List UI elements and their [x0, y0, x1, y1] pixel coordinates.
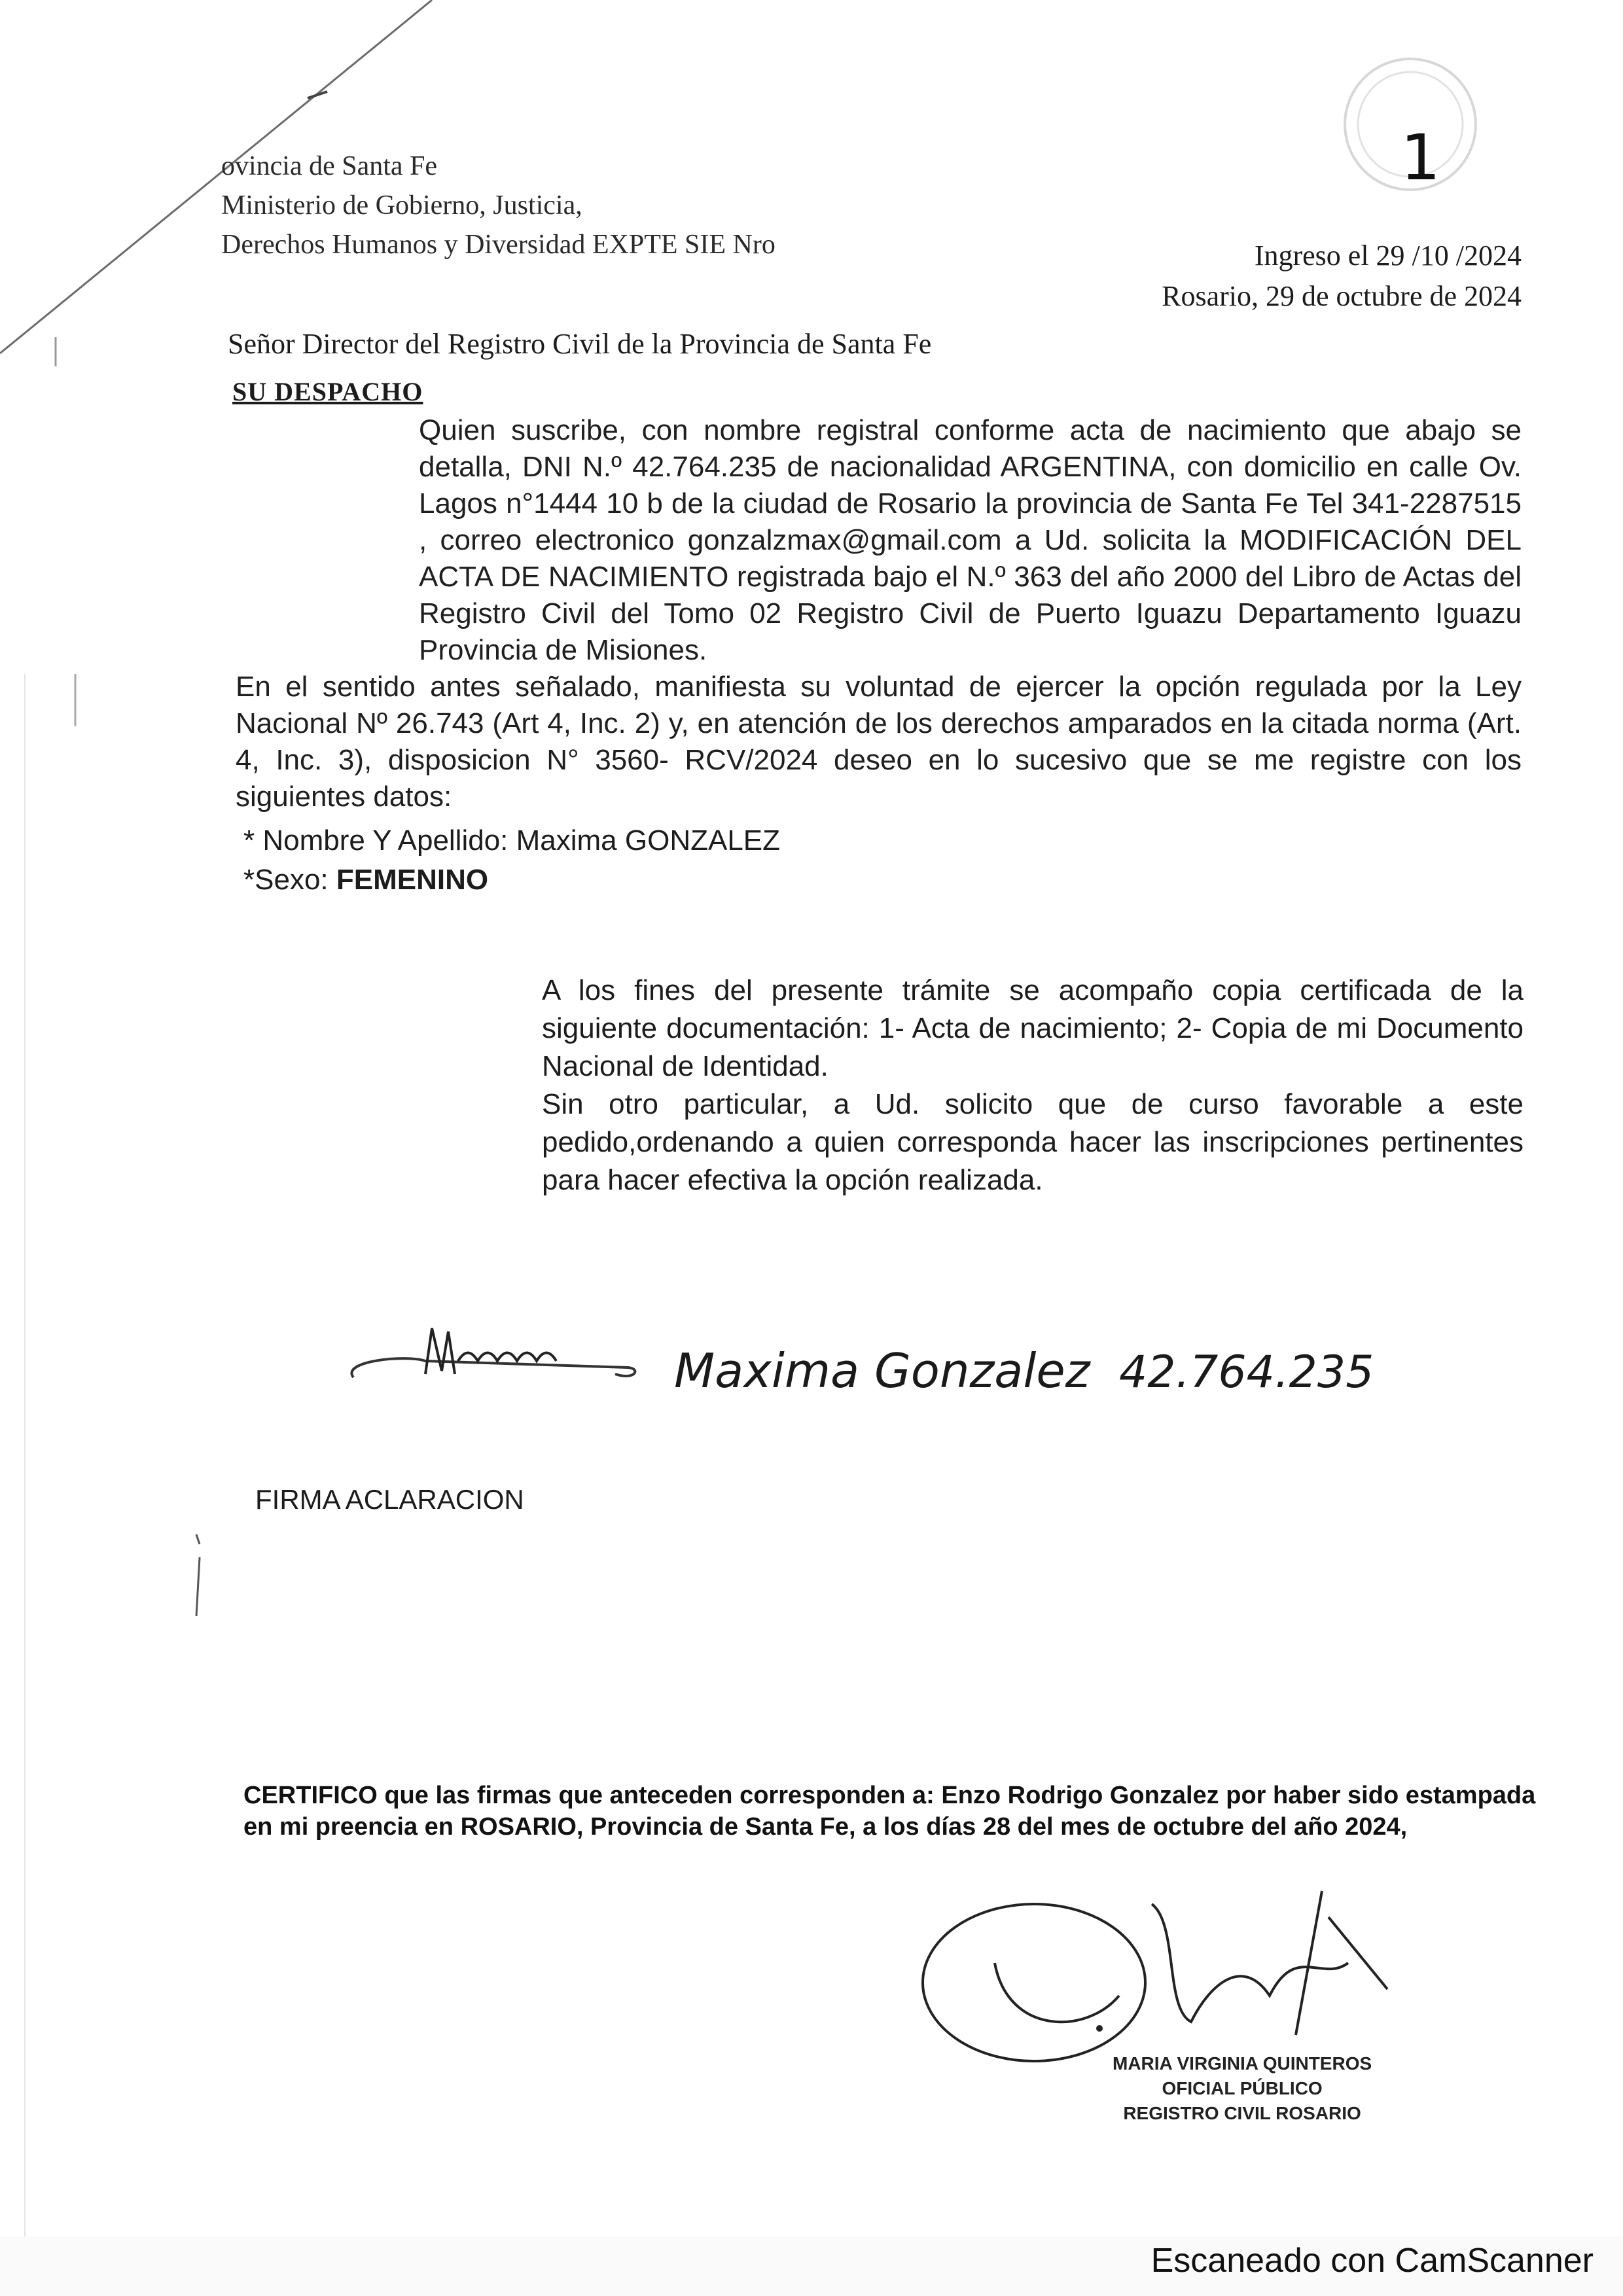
tramite-section [247, 972, 1524, 1199]
handwritten-dni-text: 42.764.235 [1119, 1347, 1374, 1398]
request-paragraph-2: En el sentido antes señalado, manifiesta su voluntad de ejercer la opción regulada por la Ley Nacional Nº 26.743 (Art 4, Inc. 2) y, en atención de los derechos amparados en la citada norma (Art. 4, Inc. 3), disposicion N° 3560- RCV/2024 deseo en lo sucesivo que se me registre con los siguientes datos: [236, 671, 1522, 813]
stamp-title: OFICIAL PÚBLICO [1162, 2078, 1323, 2098]
tramite-paragraph-2: Sin otro particular, a Ud. solicito que de curso favorable a este pedido,ordenando a quien corresponda hacer las inscripciones pertinentes para hacer efectiva la opción realizada. [542, 1088, 1524, 1196]
nombre-row [243, 821, 780, 860]
official-stamp [1113, 2051, 1372, 2126]
su-despacho-heading: SU DESPACHO [232, 377, 423, 406]
stamp-name: MARIA VIRGINIA QUINTEROS [1113, 2053, 1372, 2074]
addressee: Señor Director del Registro Civil de la Provincia de Santa Fe [228, 328, 932, 360]
page-number: 1 [1400, 121, 1441, 194]
sexo-row [243, 860, 780, 900]
requested-data [243, 821, 780, 900]
sexo-label: *Sexo: [243, 864, 336, 896]
letterhead-line-3: Derechos Humanos y Diversidad EXPTE SIE Nro [221, 230, 776, 260]
nombre-label: * Nombre Y Apellido: [243, 824, 516, 857]
official-signature [903, 1865, 1400, 2074]
letterhead-line-2: Ministerio de Gobierno, Justicia, [221, 190, 582, 221]
letterhead [221, 147, 776, 264]
sexo-value: FEMENINO [336, 864, 489, 896]
date-block [1162, 236, 1522, 317]
nombre-value: Maxima GONZALEZ [516, 824, 781, 857]
handwritten-name [674, 1328, 1090, 1407]
tramite-paragraph-1: A los fines del presente trámite se acompaño copia certificada de la siguiente documentación: 1- Acta de nacimiento; 2- Copia de mi Documento Nacional de Identidad. [542, 974, 1524, 1082]
applicant-signature [327, 1315, 668, 1407]
handwritten-name-text: Maxima Gonzalez [674, 1343, 1090, 1398]
request-paragraph-1: Quien suscribe, con nombre registral conforme acta de nacimiento que abajo se detalla, DNI N.º 42.764.235 de nacionalidad ARGENTINA, con domicilio en calle Ov. Lagos n°1444 10 b de la ciudad de Rosario la provincia de Santa Fe Tel 341-2287515 , correo electronico gonzalzmax@gmail.com a Ud. solicita la MODIFICACIÓN DEL ACTA DE NACIMIENTO registrada bajo el N.º 363 del año 2000 del Libro de Actas del Registro Civil del Tomo 02 Registro Civil de Puerto Iguazu Departamento Iguazu Provincia de Misiones. [419, 414, 1522, 666]
certification-text: CERTIFICO que las firmas que anteceden corresponden a: Enzo Rodrigo Gonzalez por haber sido estampada en mi preencia en ROSARIO, Provincia de Santa Fe, a los días 28 del mes de octubre del año 2024, [243, 1782, 1536, 1841]
firma-aclaracion-label: FIRMA ACLARACION [255, 1484, 524, 1515]
stamp-office: REGISTRO CIVIL ROSARIO [1123, 2103, 1361, 2123]
ingreso-date: Ingreso el 29 /10 /2024 [1254, 239, 1522, 272]
place-date: Rosario, 29 de octubre de 2024 [1162, 280, 1522, 312]
camscanner-watermark: Escaneado con CamScanner [1150, 2242, 1594, 2280]
letterhead-line-1: ovincia de Santa Fe [221, 151, 438, 181]
handwritten-dni [1119, 1335, 1433, 1413]
request-body [236, 393, 1522, 815]
